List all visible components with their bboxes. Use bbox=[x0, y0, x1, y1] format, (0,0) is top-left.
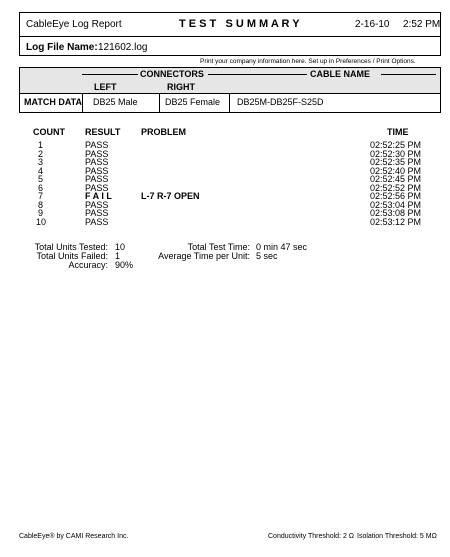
connectors-rule-left bbox=[82, 74, 138, 75]
col-header-problem: PROBLEM bbox=[141, 127, 186, 137]
report-date: 2-16-10 bbox=[355, 19, 390, 30]
row-result: PASS bbox=[85, 165, 109, 176]
right-label: RIGHT bbox=[167, 82, 195, 92]
test-time-label: Total Test Time: bbox=[187, 242, 250, 252]
match-data-label: MATCH DATA bbox=[24, 97, 82, 107]
row-time: 02:52:45 PM bbox=[370, 174, 422, 184]
row-count: 5 bbox=[38, 174, 44, 184]
log-file-label: Log File Name: bbox=[26, 42, 98, 53]
cable-name-value: DB25M-DB25F-S25D bbox=[237, 97, 324, 107]
left-connector-value: DB25 Male bbox=[93, 97, 138, 107]
connectors-rule-right bbox=[208, 74, 307, 75]
print-note: Print your company information here. Set up in Preferences / Print Options. bbox=[200, 58, 416, 65]
row-count: 7 bbox=[38, 191, 44, 201]
connectors-table bbox=[19, 67, 441, 113]
connectors-header-band bbox=[20, 68, 440, 94]
row-time: 02:52:35 PM bbox=[370, 157, 422, 167]
right-connector-value: DB25 Female bbox=[165, 97, 221, 107]
row-count: 4 bbox=[38, 165, 44, 176]
row-time: 02:52:52 PM bbox=[370, 182, 422, 193]
col-header-count: COUNT bbox=[33, 127, 65, 137]
row-time: 02:52:25 PM bbox=[370, 140, 422, 150]
report-title: T E S T S U M M A R Y bbox=[179, 18, 300, 30]
cable-name-rule bbox=[381, 74, 436, 75]
col-header-time: TIME bbox=[387, 127, 409, 137]
col-header-result: RESULT bbox=[85, 127, 121, 137]
units-tested-value: 10 bbox=[115, 242, 126, 252]
cable-name-label: CABLE NAME bbox=[310, 69, 370, 79]
table-row bbox=[0, 218, 450, 227]
units-failed-value: 1 bbox=[115, 251, 121, 261]
app-title: CableEye Log Report bbox=[26, 19, 122, 30]
avg-time-label: Average Time per Unit: bbox=[158, 251, 250, 261]
report-time: 2:52 PM bbox=[403, 19, 441, 30]
accuracy-label: Accuracy: bbox=[68, 260, 108, 270]
divider-1 bbox=[82, 93, 83, 112]
row-time: 02:52:56 PM bbox=[370, 191, 422, 201]
divider-3 bbox=[229, 93, 230, 112]
avg-time-value: 5 sec bbox=[256, 251, 278, 261]
row-result: PASS bbox=[85, 208, 109, 218]
row-time: 02:53:12 PM bbox=[370, 216, 422, 227]
row-count: 8 bbox=[38, 199, 44, 210]
divider-2 bbox=[159, 93, 160, 112]
row-result: PASS bbox=[85, 140, 109, 150]
log-file-name: 121602.log bbox=[98, 42, 148, 53]
row-result: PASS bbox=[85, 199, 109, 210]
row-result: PASS bbox=[85, 157, 109, 167]
row-result: PASS bbox=[85, 148, 109, 159]
row-result: PASS bbox=[85, 182, 109, 193]
left-label: LEFT bbox=[94, 82, 117, 92]
footer-conductivity: Conductivity Threshold: 2 Ω bbox=[268, 533, 355, 540]
report-header bbox=[19, 12, 441, 56]
row-problem: L-7 R-7 OPEN bbox=[141, 191, 200, 201]
connectors-label: CONNECTORS bbox=[140, 69, 204, 79]
units-tested-label: Total Units Tested: bbox=[34, 242, 108, 252]
units-failed-label: Total Units Failed: bbox=[36, 251, 108, 261]
row-result: PASS bbox=[85, 174, 109, 184]
row-count: 10 bbox=[36, 216, 47, 227]
row-time: 02:53:08 PM bbox=[370, 208, 422, 218]
row-time: 02:52:30 PM bbox=[370, 148, 422, 159]
row-time: 02:52:40 PM bbox=[370, 165, 422, 176]
header-title-row bbox=[20, 13, 440, 37]
test-time-value: 0 min 47 sec bbox=[256, 242, 308, 252]
row-count: 9 bbox=[38, 208, 44, 218]
row-time: 02:53:04 PM bbox=[370, 199, 422, 210]
row-result-fail: F A I L bbox=[85, 191, 112, 201]
footer-brand: CableEye® by CAMI Research Inc. bbox=[19, 533, 129, 540]
accuracy-value: 90% bbox=[115, 260, 134, 270]
row-count: 6 bbox=[38, 182, 44, 193]
row-count: 3 bbox=[38, 157, 44, 167]
footer-isolation: Isolation Threshold: 5 MΩ bbox=[357, 533, 437, 540]
row-count: 1 bbox=[38, 140, 44, 150]
row-result: PASS bbox=[85, 216, 109, 227]
row-count: 2 bbox=[38, 148, 44, 159]
